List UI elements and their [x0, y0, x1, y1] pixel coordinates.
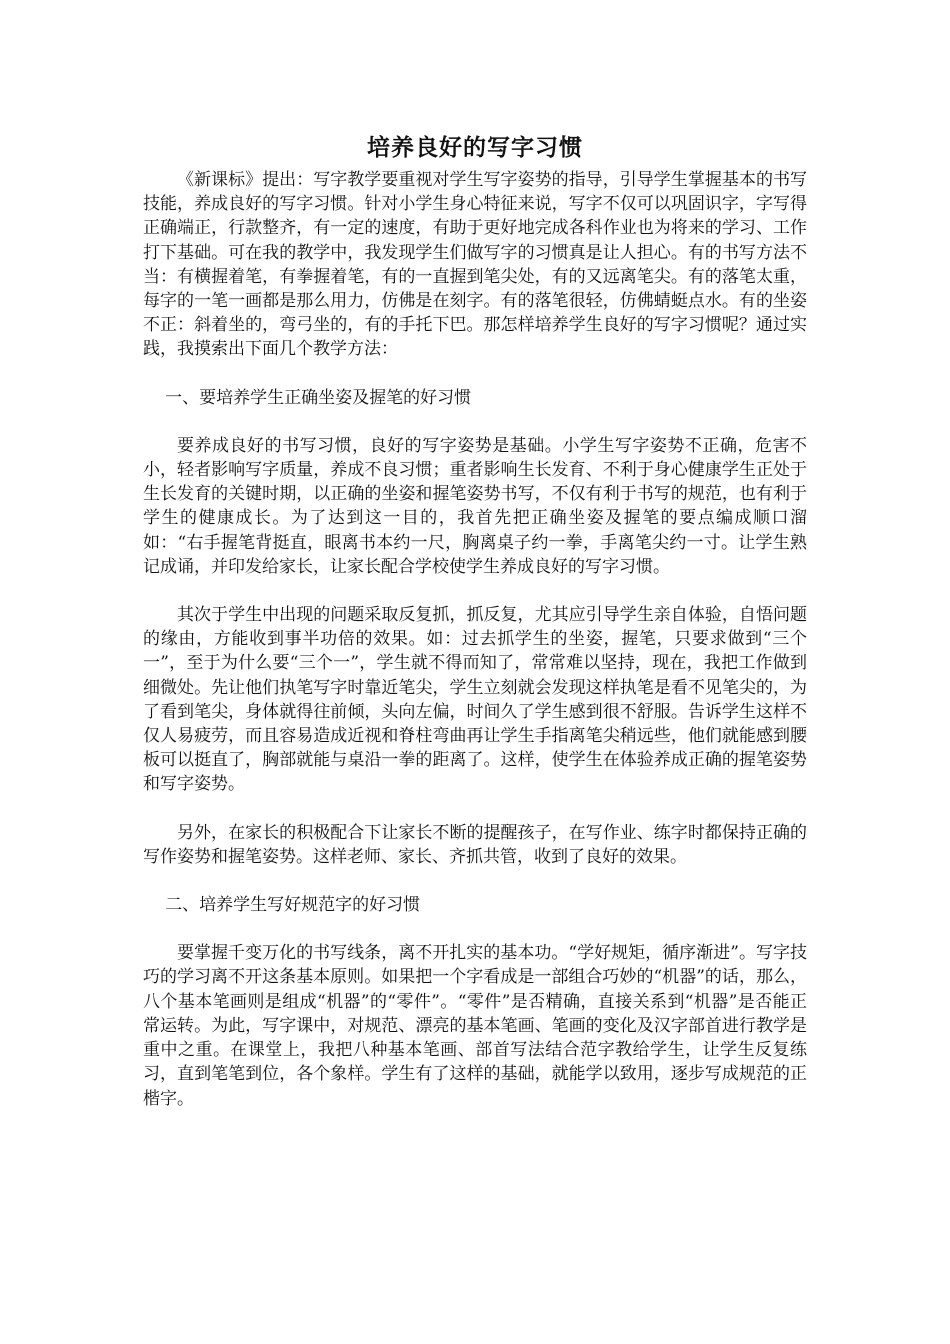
document-page [143, 128, 807, 1111]
section1-paragraph-1: 要养成良好的书写习惯，良好的写字姿势是基础。小学生写字姿势不正确，危害不小，轻者影响写字质量，养成不良习惯；重者影响生长发育、不利于身心健康学生正处于生长发育的关键时期，以正确的坐姿和握笔姿势书写，不仅有利于书写的规范，也有利于学生的健康成长。为了达到这一目的，我首先把正确坐姿及握笔的要点编成顺口溜如：“右手握笔背挺直，眼离书本约一尺，胸离桌子约一拳，手离笔尖约一寸。让学生熟记成诵，并印发给家长，让家长配合学校使学生养成良好的写字习惯。 [143, 435, 807, 577]
spacer [143, 869, 807, 893]
section1-paragraph-2: 其次于学生中出现的问题采取反复抓，抓反复，尤其应引导学生亲自体验，自悟问题的缘由，方能收到事半功倍的效果。如：过去抓学生的坐姿，握笔，只要求做到“三个一”，至于为什么要“三个一”，学生就不得而知了，常常难以坚持，现在，我把工作做到细微处。先让他们执笔写字时靠近笔尖，学生立刻就会发现这样执笔是看不见笔尖的，为了看到笔尖，身体就得往前倾，头向左偏，时间久了学生感到很不舒服。告诉学生这样不仅人易疲劳，而且容易造成近视和脊柱弯曲再让学生手指离笔尖稍远些，他们就能感到腰板可以挺直了，胸部就能与桌沿一拳的距离了。这样，使学生在体验养成正确的握笔姿势和写字姿势。 [143, 605, 807, 795]
intro-paragraph: 《新课标》提出：写字教学要重视对学生写字姿势的指导，引导学生掌握基本的书写技能，养成良好的写字习惯。针对小学生身心特征来说，写字不仅可以巩固识字，字写得正确端正，行款整齐，有一定的速度，有助于更好地完成各科作业也为将来的学习、工作打下基础。可在我的教学中，我发现学生们做写字的习惯真是让人担心。有的书写方法不当：有横握着笔，有拳握着笔，有的一直握到笔尖处，有的又远离笔尖。有的落笔太重，每字的一笔一画都是那么用力，仿佛是在刻字。有的落笔很轻，仿佛蜻蜓点水。有的坐姿不正：斜着坐的，弯弓坐的，有的手托下巴。那怎样培养学生良好的写字习惯呢？通过实践，我摸索出下面几个教学方法： [143, 170, 807, 360]
section1-heading: 一、要培养学生正确坐姿及握笔的好习惯 [165, 387, 472, 408]
spacer [143, 917, 807, 941]
section2-paragraph-1: 要掌握千变万化的书写线条，离不开扎实的基本功。“学好规矩，循序渐进”。写字技巧的学习离不开这条基本原则。如果把一个字看成是一部组合巧妙的“机器”的话，那么，八个基本笔画则是组成“机器”的“零件”。“零件”是否精确，直接关系到“机器”是否能正常运转。为此，写字课中，对规范、漂亮的基本笔画、笔画的变化及汉字部首进行教学是重中之重。在课堂上，我把八种基本笔画、部首写法结合范字教给学生，让学生反复练习，直到笔笔到位，各个象样。学生有了这样的基础，就能学以致用，逐步写成规范的正楷字。 [143, 943, 807, 1109]
spacer [143, 797, 807, 821]
section2-heading: 二、培养学生写好规范字的好习惯 [165, 895, 421, 916]
spacer [143, 410, 807, 434]
spacer [143, 579, 807, 603]
document-title: 培养良好的写字习惯 [367, 135, 583, 161]
spacer [143, 362, 807, 386]
section1-paragraph-3: 另外，在家长的积极配合下让家长不断的提醒孩子，在写作业、练字时都保持正确的写作姿势和握笔姿势。这样老师、家长、齐抓共管，收到了良好的效果。 [143, 822, 807, 867]
